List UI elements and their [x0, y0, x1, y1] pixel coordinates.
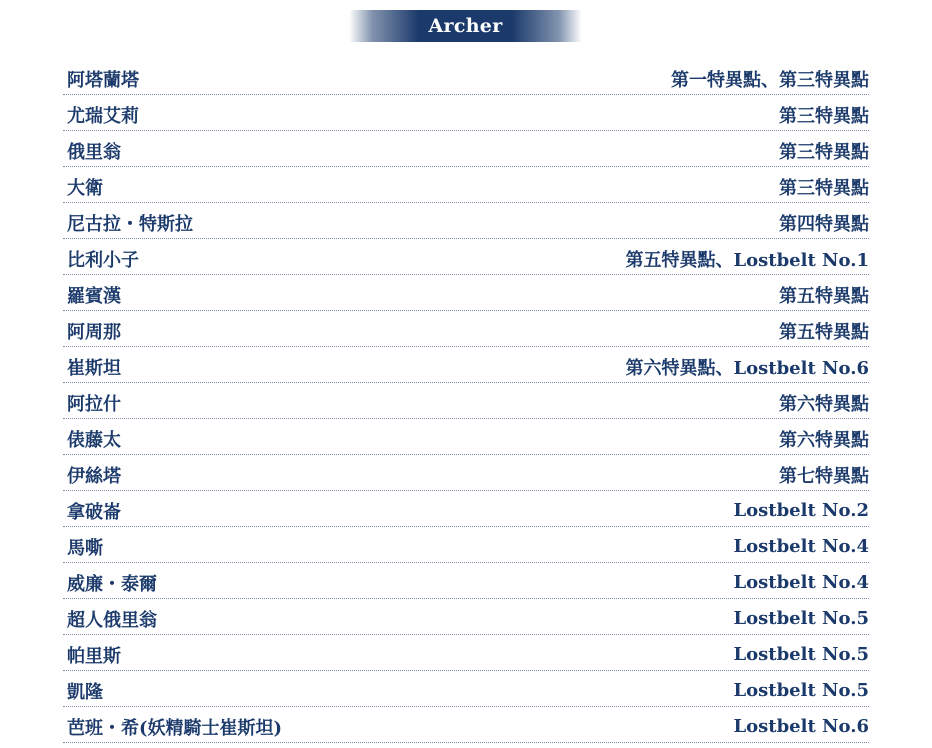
servant-name: 大衛 — [67, 177, 103, 199]
list-item — [63, 240, 869, 275]
servant-name: 凱隆 — [67, 681, 103, 703]
singularity-location: Lostbelt No.6 — [733, 716, 869, 737]
class-header-banner — [349, 10, 582, 42]
singularity-location: 第一特異點、第三特異點 — [671, 69, 869, 91]
servant-name: 阿拉什 — [67, 393, 121, 415]
singularity-location: 第五特異點 — [779, 285, 869, 307]
singularity-location: 第六特異點 — [779, 429, 869, 451]
list-item — [63, 420, 869, 455]
list-item — [63, 636, 869, 671]
list-item — [63, 348, 869, 383]
servant-name: 比利小子 — [67, 249, 139, 271]
singularity-location: 第六特異點 — [779, 393, 869, 415]
servant-name: 尤瑞艾莉 — [67, 105, 139, 127]
list-item — [63, 204, 869, 239]
list-item — [63, 600, 869, 635]
servant-name: 拿破崙 — [67, 501, 121, 523]
singularity-location: 第五特異點、Lostbelt No.1 — [625, 249, 869, 271]
list-item — [63, 60, 869, 95]
singularity-location: 第六特異點、Lostbelt No.6 — [625, 357, 869, 379]
singularity-location: Lostbelt No.4 — [733, 572, 869, 593]
singularity-location: 第三特異點 — [779, 177, 869, 199]
list-item — [63, 456, 869, 491]
servant-name: 威廉・泰爾 — [67, 573, 157, 595]
list-item — [63, 96, 869, 131]
list-item — [63, 672, 869, 707]
singularity-location: 第四特異點 — [779, 213, 869, 235]
list-item — [63, 564, 869, 599]
servant-name: 羅賓漢 — [67, 285, 121, 307]
servant-name: 芭班・希(妖精騎士崔斯坦) — [67, 717, 283, 739]
servant-name: 俵藤太 — [67, 429, 121, 451]
servant-name: 伊絲塔 — [67, 465, 121, 487]
servant-name: 超人俄里翁 — [67, 609, 157, 631]
singularity-location: Lostbelt No.4 — [733, 536, 869, 557]
singularity-location: Lostbelt No.5 — [733, 644, 869, 665]
servant-name: 阿周那 — [67, 321, 121, 343]
class-header — [349, 10, 582, 42]
servant-name: 尼古拉・特斯拉 — [67, 213, 193, 235]
singularity-location: Lostbelt No.5 — [733, 608, 869, 629]
list-item — [63, 276, 869, 311]
singularity-location: 第七特異點 — [779, 465, 869, 487]
list-item — [63, 384, 869, 419]
list-item — [63, 708, 869, 743]
servant-name: 崔斯坦 — [67, 357, 121, 379]
servant-name: 帕里斯 — [67, 645, 121, 667]
list-item — [63, 312, 869, 347]
list-item — [63, 132, 869, 167]
singularity-location: 第五特異點 — [779, 321, 869, 343]
list-item — [63, 492, 869, 527]
servant-name: 馬嘶 — [67, 537, 103, 559]
singularity-location: Lostbelt No.5 — [733, 680, 869, 701]
singularity-location: 第三特異點 — [779, 141, 869, 163]
class-title: Archer — [428, 15, 503, 37]
singularity-location: 第三特異點 — [779, 105, 869, 127]
servant-name: 俄里翁 — [67, 141, 121, 163]
list-item — [63, 168, 869, 203]
servant-list — [63, 60, 869, 743]
singularity-location: Lostbelt No.2 — [733, 500, 869, 521]
servant-name: 阿塔蘭塔 — [67, 69, 139, 91]
list-item — [63, 528, 869, 563]
